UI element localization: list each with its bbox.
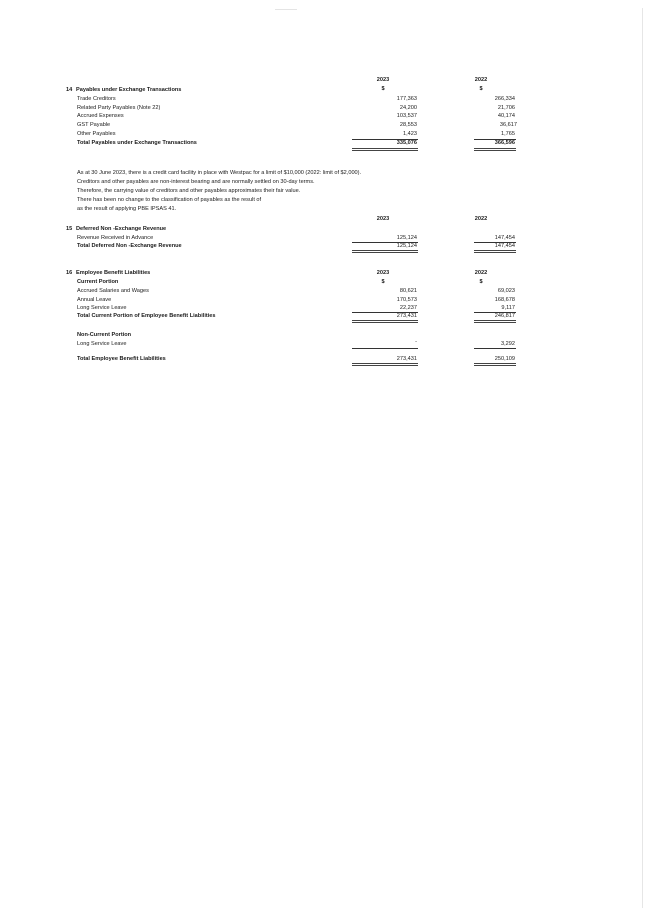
double-underline xyxy=(352,320,418,323)
row-value-2022: 3,292 xyxy=(501,341,515,347)
year-header-2023: 2023 xyxy=(376,77,390,83)
row-label: GST Payable xyxy=(77,122,111,128)
note-number: 15 xyxy=(66,226,73,232)
row-value-2023: 22,237 xyxy=(399,305,417,311)
section-heading: Non-Current Portion xyxy=(77,332,132,338)
double-underline xyxy=(352,250,418,253)
row-label: Accrued Expenses xyxy=(77,113,124,119)
paragraph-line: As at 30 June 2023, there is a credit card facility in place with Westpac for a limit of $10,000 (2022: limit of $2,000). xyxy=(77,170,362,176)
grand-total-value-2022: 250,109 xyxy=(494,356,515,362)
year-header-2022: 2022 xyxy=(474,216,488,222)
row-label: Annual Leave xyxy=(77,297,112,303)
note-title: Payables under Exchange Transactions xyxy=(76,87,182,93)
note-number: 16 xyxy=(66,270,73,276)
row-value-2023: - xyxy=(415,339,417,345)
currency-2023: $ xyxy=(381,86,385,92)
row-value-2022: 21,706 xyxy=(497,105,515,111)
total-label: Total Current Portion of Employee Benefit Liabilities xyxy=(77,313,216,319)
paragraph-line: Creditors and other payables are non-interest bearing and are normally settled on 30-day terms. xyxy=(77,179,315,185)
row-value-2023: 24,200 xyxy=(399,105,417,111)
subtotal-rule xyxy=(474,348,516,349)
row-label: Trade Creditors xyxy=(77,96,116,102)
row-label: Long Service Leave xyxy=(77,341,127,347)
page-edge-line xyxy=(642,8,643,908)
double-underline xyxy=(352,148,418,151)
row-value-2022: 69,023 xyxy=(497,288,515,294)
row-label: Related Party Payables (Note 22) xyxy=(77,105,161,111)
currency-2023: $ xyxy=(381,279,385,285)
grand-total-label: Total Employee Benefit Liabilities xyxy=(77,356,166,362)
double-underline xyxy=(474,363,516,366)
currency-2022: $ xyxy=(479,279,483,285)
note-title: Employee Benefit Liabilities xyxy=(76,270,151,276)
total-label: Total Payables under Exchange Transactions xyxy=(77,140,197,146)
row-value-2022: 9,117 xyxy=(501,305,515,311)
grand-total-value-2023: 273,431 xyxy=(396,356,417,362)
total-value-2022: 246,817 xyxy=(494,313,515,319)
row-value-2023: 80,621 xyxy=(399,288,417,294)
row-value-2023: 1,423 xyxy=(403,131,417,137)
double-underline xyxy=(474,320,516,323)
paragraph-line: as the result of applying PBE IPSAS 41. xyxy=(77,206,177,212)
year-header-2023: 2023 xyxy=(376,216,390,222)
year-header-2022: 2022 xyxy=(474,270,488,276)
row-value-2022: 36,617 xyxy=(499,122,517,128)
total-value-2022: 366,596 xyxy=(494,140,515,146)
total-value-2022: 147,454 xyxy=(494,243,515,249)
row-value-2023: 170,573 xyxy=(396,297,417,303)
year-header-2023: 2023 xyxy=(376,270,390,276)
total-value-2023: 335,076 xyxy=(396,140,417,146)
note-title: Deferred Non -Exchange Revenue xyxy=(76,226,167,232)
double-underline xyxy=(474,148,516,151)
paragraph-line: Therefore, the carrying value of creditors and other payables approximates their fair value. xyxy=(77,188,301,194)
row-label: Other Payables xyxy=(77,131,116,137)
row-value-2022: 266,334 xyxy=(494,96,515,102)
row-value-2022: 168,678 xyxy=(494,297,515,303)
subtotal-rule xyxy=(352,348,418,349)
row-value-2023: 125,124 xyxy=(396,235,417,241)
row-value-2022: 40,174 xyxy=(497,113,515,119)
header-mark xyxy=(275,9,297,10)
row-label: Revenue Received in Advance xyxy=(77,235,154,241)
row-label: Long Service Leave xyxy=(77,305,127,311)
total-value-2023: 273,431 xyxy=(396,313,417,319)
double-underline xyxy=(474,250,516,253)
row-value-2023: 28,553 xyxy=(399,122,417,128)
double-underline xyxy=(352,363,418,366)
total-value-2023: 125,124 xyxy=(396,243,417,249)
currency-2022: $ xyxy=(479,86,483,92)
row-label: Accrued Salaries and Wages xyxy=(77,288,149,294)
row-value-2023: 103,537 xyxy=(396,113,417,119)
total-label: Total Deferred Non -Exchange Revenue xyxy=(77,243,182,249)
note-number: 14 xyxy=(66,87,73,93)
section-heading: Current Portion xyxy=(77,279,119,285)
row-value-2022: 147,454 xyxy=(494,235,515,241)
year-header-2022: 2022 xyxy=(474,77,488,83)
row-value-2022: 1,765 xyxy=(501,131,515,137)
row-value-2023: 177,363 xyxy=(396,96,417,102)
paragraph-line: There has been no change to the classification of payables as the result of xyxy=(77,197,262,203)
